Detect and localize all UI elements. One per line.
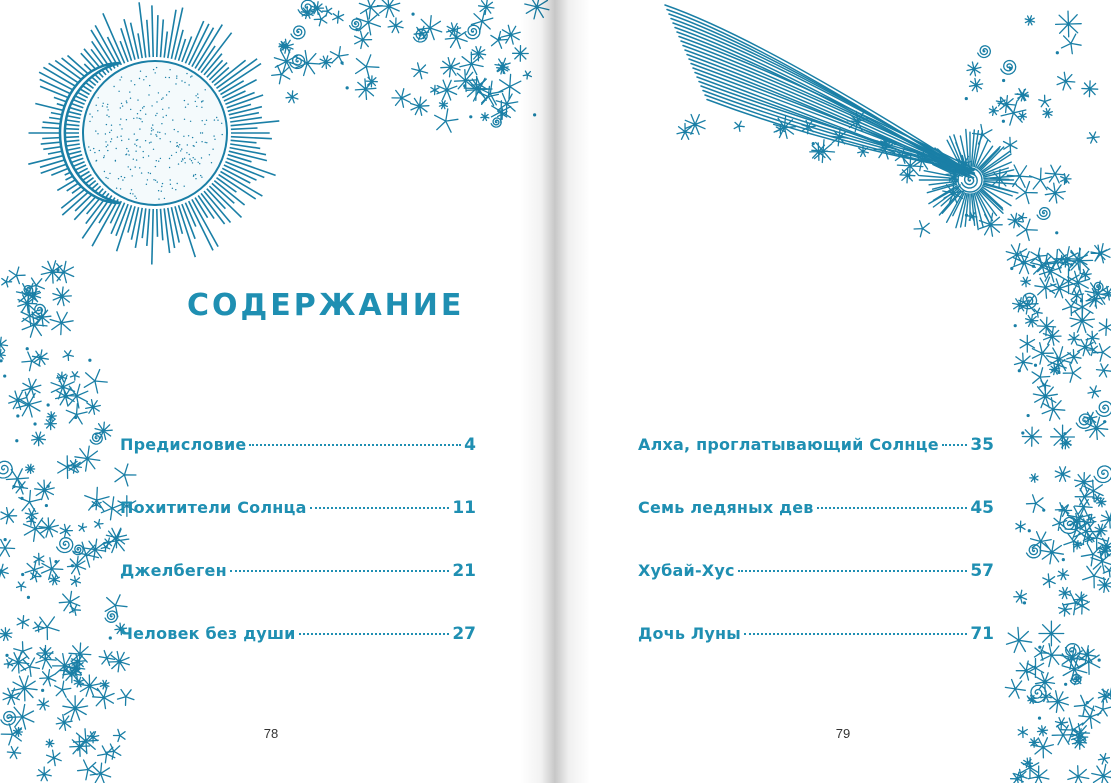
toc-entry-label: Похитители Солнца [120,498,307,517]
toc-entry-label: Дочь Луны [638,624,741,643]
toc-entry-page: 35 [970,435,994,455]
toc-list-right [638,428,994,680]
toc-list-left [120,428,476,680]
comet-icon [665,5,1020,230]
toc-entry-page: 71 [970,624,994,644]
left-page [0,0,555,783]
page-number: 79 [835,726,851,741]
toc-entry[interactable] [120,428,476,462]
toc-entry[interactable] [120,554,476,588]
toc-entry[interactable] [120,491,476,525]
toc-entry[interactable] [638,491,994,525]
toc-entry-label: Джелбеген [120,561,227,580]
toc-leader-dots [738,569,968,572]
toc-entry-page: 21 [452,561,476,581]
toc-entry-page: 45 [970,498,994,518]
toc-entry-label: Предисловие [120,435,247,454]
toc-entry-label: Хубай-Хус [638,561,735,580]
toc-entry[interactable] [638,617,994,651]
toc-entry-label: Семь ледяных дев [638,498,814,517]
toc-leader-dots [942,443,968,446]
toc-entry-page: 27 [452,624,476,644]
toc-entry-label: Алха, проглатывающий Солнце [638,435,939,454]
page-number: 78 [263,726,279,741]
toc-leader-dots [817,506,968,509]
toc-leader-dots [230,569,449,572]
toc-entry-page: 4 [464,435,476,455]
toc-entry-page: 11 [452,498,476,518]
toc-leader-dots [310,506,450,509]
toc-entry[interactable] [120,617,476,651]
toc-entry[interactable] [638,428,994,462]
page-title: СОДЕРЖАНИЕ [187,288,465,323]
toc-leader-dots [744,632,967,635]
toc-entry-page: 57 [970,561,994,581]
toc-entry[interactable] [638,554,994,588]
toc-leader-dots [249,443,461,446]
sun-moon-eclipse-icon [28,2,279,264]
right-page [555,0,1111,783]
toc-entry-label: Человек без души [120,624,296,643]
toc-leader-dots [299,632,450,635]
